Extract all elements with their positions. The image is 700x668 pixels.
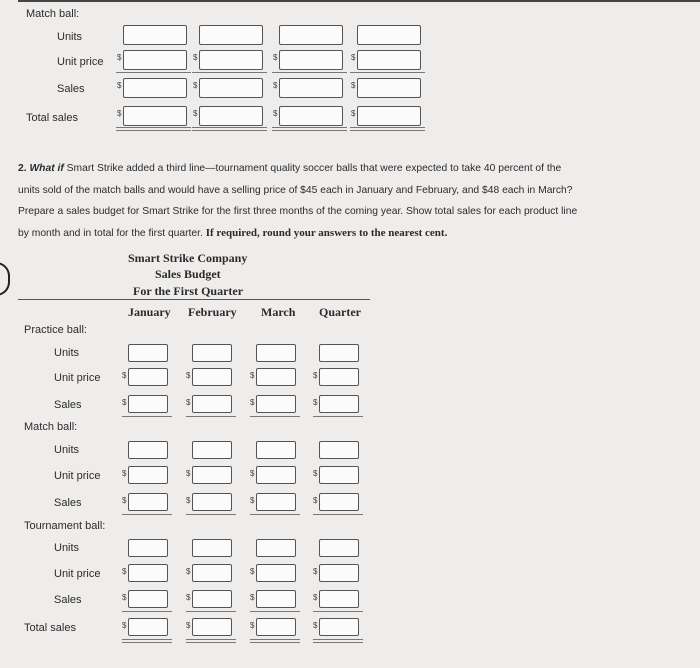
currency-symbol: $ [193, 109, 198, 118]
budget-tournament-sales-input-2[interactable] [192, 590, 232, 608]
top-units-input-2[interactable] [199, 25, 263, 45]
currency-symbol: $ [186, 371, 191, 380]
budget-practice-unit-price-input-4[interactable] [319, 368, 359, 386]
col-header-january: January [128, 305, 171, 319]
budget-total-sales-input-1[interactable] [128, 618, 168, 636]
currency-symbol: $ [250, 621, 255, 630]
question-line-2: units sold of the match balls and would have a selling price of $45 each in January and February, and $48 each in March? [18, 184, 573, 196]
budget-match-unit-price-input-3[interactable] [256, 466, 296, 484]
budget-tournament-units-input-1[interactable] [128, 539, 168, 557]
currency-symbol: $ [351, 53, 356, 62]
budget-tournament-sales-input-3[interactable] [256, 590, 296, 608]
currency-symbol: $ [250, 371, 255, 380]
top-sales-input-4[interactable] [357, 78, 421, 98]
sales-underline [192, 72, 267, 73]
budget-total-sales-input-2[interactable] [192, 618, 232, 636]
top-unitprice-input-1[interactable] [123, 50, 187, 70]
budget-practice-sales-input-1[interactable] [128, 395, 168, 413]
sales-underline [250, 611, 300, 612]
currency-symbol: $ [122, 567, 127, 576]
top-sales-input-1[interactable] [123, 78, 187, 98]
currency-symbol: $ [313, 496, 318, 505]
budget-practice-units-input-3[interactable] [256, 344, 296, 362]
sales-label: Sales [57, 83, 85, 95]
currency-symbol: $ [122, 371, 127, 380]
rounding-instruction: If required, round your answers to the nearest cent. [205, 226, 448, 239]
top-totalsales-input-2[interactable] [199, 106, 263, 126]
total-double-underline [192, 130, 267, 131]
budget-practice-sales-input-3[interactable] [256, 395, 296, 413]
scroll-bracket [0, 262, 10, 296]
currency-symbol: $ [250, 398, 255, 407]
total-double-underline [272, 130, 347, 131]
currency-symbol: $ [313, 398, 318, 407]
practice-units-label: Units [54, 347, 80, 359]
budget-practice-units-input-1[interactable] [128, 344, 168, 362]
col-header-march: March [261, 305, 296, 319]
tournament-unit-price-label: Unit price [54, 568, 101, 580]
sales-underline [186, 611, 236, 612]
col-header-quarter: Quarter [319, 305, 361, 319]
budget-total-sales-label: Total sales [24, 622, 76, 634]
units-label: Units [57, 31, 83, 43]
currency-symbol: $ [186, 398, 191, 407]
budget-tournament-sales-input-1[interactable] [128, 590, 168, 608]
budget-practice-unit-price-input-3[interactable] [256, 368, 296, 386]
top-totalsales-input-4[interactable] [357, 106, 421, 126]
currency-symbol: $ [193, 81, 198, 90]
practice-unit-price-label: Unit price [54, 372, 101, 384]
currency-symbol: $ [313, 567, 318, 576]
total-double-underline [272, 127, 347, 128]
sales-underline [313, 416, 363, 417]
budget-practice-sales-input-2[interactable] [192, 395, 232, 413]
col-header-february: February [188, 305, 237, 319]
top-units-input-3[interactable] [279, 25, 343, 45]
total-double-underline [250, 639, 300, 640]
question-text [18, 158, 577, 244]
total-double-underline [350, 127, 425, 128]
question-line-3: Prepare a sales budget for Smart Strike for the first three months of the coming year. Show total sales for each product line [18, 206, 578, 217]
currency-symbol: $ [117, 53, 122, 62]
total-double-underline [192, 127, 267, 128]
sales-underline [250, 416, 300, 417]
tournament-sales-label: Sales [54, 594, 82, 606]
budget-tournament-sales-input-4[interactable] [319, 590, 359, 608]
currency-symbol: $ [186, 593, 191, 602]
budget-match-sales-input-3[interactable] [256, 493, 296, 511]
practice-ball-heading: Practice ball: [24, 324, 87, 336]
currency-symbol: $ [122, 621, 127, 630]
currency-symbol: $ [186, 621, 191, 630]
top-unitprice-input-2[interactable] [199, 50, 263, 70]
sales-underline [186, 514, 236, 515]
match-sales-label: Sales [54, 497, 82, 509]
top-unitprice-input-3[interactable] [279, 50, 343, 70]
match-ball-heading: Match ball: [26, 8, 80, 20]
budget-tournament-unit-price-input-3[interactable] [256, 564, 296, 582]
total-double-underline [250, 642, 300, 643]
what-if-emphasis: What if [29, 163, 64, 174]
budget-practice-sales-input-4[interactable] [319, 395, 359, 413]
total-double-underline [350, 130, 425, 131]
currency-symbol: $ [122, 469, 127, 478]
sales-underline [313, 514, 363, 515]
match-units-label: Units [54, 444, 80, 456]
budget-match-sales-input-1[interactable] [128, 493, 168, 511]
sales-underline [122, 416, 172, 417]
sales-underline [250, 514, 300, 515]
tournament-units-label: Units [54, 542, 80, 554]
top-sales-input-2[interactable] [199, 78, 263, 98]
company-name: Smart Strike Company [128, 251, 248, 265]
sales-underline [122, 514, 172, 515]
budget-tournament-unit-price-input-2[interactable] [192, 564, 232, 582]
currency-symbol: $ [186, 496, 191, 505]
budget-match-units-input-1[interactable] [128, 441, 168, 459]
question-line-4: by month and in total for the first quarter. [18, 227, 206, 239]
currency-symbol: $ [250, 593, 255, 602]
sales-underline [313, 611, 363, 612]
currency-symbol: $ [250, 469, 255, 478]
budget-practice-unit-price-input-1[interactable] [128, 368, 168, 386]
currency-symbol: $ [117, 81, 122, 90]
header-rule [18, 299, 370, 300]
top-divider [18, 0, 700, 2]
question-number: 2. [18, 163, 27, 174]
currency-symbol: $ [193, 53, 198, 62]
top-units-input-4[interactable] [357, 25, 421, 45]
sales-underline [272, 72, 347, 73]
total-double-underline [313, 639, 363, 640]
budget-match-units-input-2[interactable] [192, 441, 232, 459]
budget-tournament-unit-price-input-1[interactable] [128, 564, 168, 582]
unit-price-label: Unit price [57, 56, 104, 68]
currency-symbol: $ [351, 109, 356, 118]
sales-underline [122, 611, 172, 612]
budget-practice-units-input-2[interactable] [192, 344, 232, 362]
tournament-ball-heading: Tournament ball: [24, 520, 106, 532]
budget-tournament-unit-price-input-4[interactable] [319, 564, 359, 582]
budget-match-sales-input-2[interactable] [192, 493, 232, 511]
currency-symbol: $ [273, 81, 278, 90]
currency-symbol: $ [122, 496, 127, 505]
question-line-1: Smart Strike added a third line—tournament quality soccer balls that were expected to take 40 percent of the [63, 163, 562, 174]
match-unit-price-label: Unit price [54, 470, 101, 482]
total-double-underline [116, 130, 191, 131]
budget-title: Sales Budget [155, 267, 221, 281]
currency-symbol: $ [351, 81, 356, 90]
currency-symbol: $ [273, 53, 278, 62]
sales-underline [186, 416, 236, 417]
budget-tournament-units-input-4[interactable] [319, 539, 359, 557]
budget-match-unit-price-input-1[interactable] [128, 466, 168, 484]
match-ball-heading-2: Match ball: [24, 421, 78, 433]
sales-underline [350, 72, 425, 73]
top-totalsales-input-1[interactable] [123, 106, 187, 126]
currency-symbol: $ [313, 469, 318, 478]
currency-symbol: $ [313, 621, 318, 630]
budget-total-sales-input-4[interactable] [319, 618, 359, 636]
currency-symbol: $ [186, 567, 191, 576]
budget-match-units-input-4[interactable] [319, 441, 359, 459]
top-sales-input-3[interactable] [279, 78, 343, 98]
budget-tournament-units-input-3[interactable] [256, 539, 296, 557]
currency-symbol: $ [250, 496, 255, 505]
currency-symbol: $ [122, 398, 127, 407]
top-unitprice-input-4[interactable] [357, 50, 421, 70]
budget-match-unit-price-input-2[interactable] [192, 466, 232, 484]
budget-total-sales-input-3[interactable] [256, 618, 296, 636]
budget-match-sales-input-4[interactable] [319, 493, 359, 511]
total-double-underline [122, 642, 172, 643]
total-double-underline [313, 642, 363, 643]
top-units-input-1[interactable] [123, 25, 187, 45]
currency-symbol: $ [313, 593, 318, 602]
practice-sales-label: Sales [54, 399, 82, 411]
currency-symbol: $ [250, 567, 255, 576]
budget-practice-unit-price-input-2[interactable] [192, 368, 232, 386]
sales-underline [116, 72, 191, 73]
currency-symbol: $ [186, 469, 191, 478]
budget-match-units-input-3[interactable] [256, 441, 296, 459]
budget-tournament-units-input-2[interactable] [192, 539, 232, 557]
currency-symbol: $ [273, 109, 278, 118]
currency-symbol: $ [122, 593, 127, 602]
budget-period: For the First Quarter [133, 284, 244, 298]
currency-symbol: $ [117, 109, 122, 118]
total-sales-label: Total sales [26, 112, 78, 124]
total-double-underline [122, 639, 172, 640]
total-double-underline [186, 642, 236, 643]
total-double-underline [186, 639, 236, 640]
total-double-underline [116, 127, 191, 128]
budget-practice-units-input-4[interactable] [319, 344, 359, 362]
top-totalsales-input-3[interactable] [279, 106, 343, 126]
budget-match-unit-price-input-4[interactable] [319, 466, 359, 484]
currency-symbol: $ [313, 371, 318, 380]
